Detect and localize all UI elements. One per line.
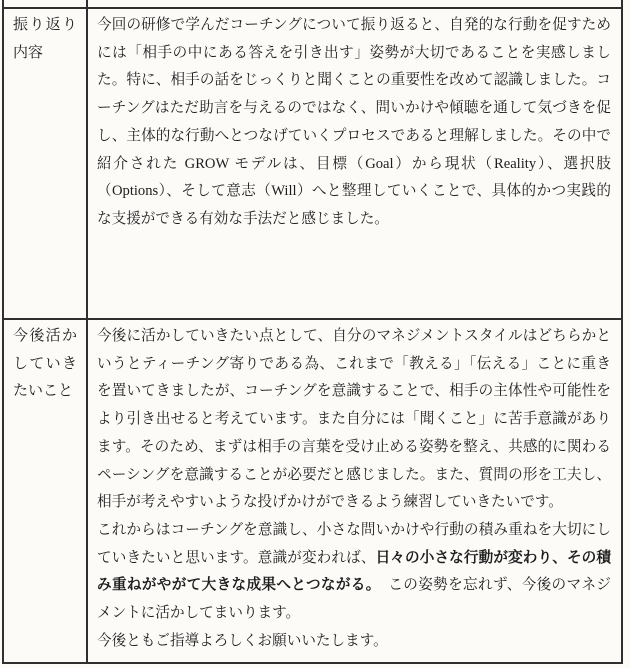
- paragraph: [97, 517, 611, 628]
- table-row: [4, 320, 621, 662]
- feedback-table: [2, 0, 623, 664]
- body-text: 今後に活かしていきたい点として、自分のマネジメントスタイルはどちらかというとティーチング寄りである為、これまで「教える」「伝える」ことに重きを置いてきましたが、コーチングを意識することで、相手の主体性や可能性をより引き出せると考えています。また自分には「聞くこと」に苦手意識があります。そのため、まずは相手の言葉を受け止める姿勢を整え、共感的に関わるペーシングを意識することが必要だと感じました。また、質問の形を工夫し、相手が考えやすいような投げかけができるよう練習していきたいです。: [97, 328, 611, 511]
- paragraph: [97, 12, 611, 234]
- paragraph: [97, 323, 611, 517]
- row-content-cell: [88, 320, 621, 662]
- body-text: この姿勢を忘れず、今後のマネジメントに活かしてまいります。: [97, 577, 611, 622]
- row-label-cell: [4, 320, 88, 662]
- body-text: 今後ともご指導よろしくお願いいたします。: [97, 632, 388, 649]
- row-label: 今後活かしていきたいこと: [13, 328, 77, 400]
- row-content-cell: [88, 9, 621, 318]
- table-body: [4, 9, 621, 662]
- body-text: これからはコーチングを意識し、小さな問いかけや行動の積み重ねを大切にしていきたいと思います。意識が変われば、: [97, 521, 611, 566]
- body-text: 今回の研修で学んだコーチングについて振り返ると、自発的な行動を促すためには「相手の中にある答えを引き出す」姿勢が大切であることを実感しました。特に、相手の話をじっくりと聞くことの重要性を改めて認識しました。コーチングはただ助言を与えるのではなく、問いかけや傾聴を通して気づきを促し、主体的な行動へとつなげていくプロセスであると理解しました。その中で紹介された GROW モデルは、目標（Goal）から現状（Reality）、選択肢（Options）、そして意志（Will）へと整理していくことで、具体的かつ実践的な支援ができる有効な手法だと感じました。: [97, 17, 611, 227]
- table-row: [4, 9, 621, 320]
- emphasized-text: 日々の小さな行動が変わり、その積み重ねがやがて大きな成果へとつながる。: [97, 549, 611, 594]
- row-label: 振り返り内容: [13, 17, 77, 61]
- cropped-row-above: [4, 0, 621, 9]
- paragraph: [97, 628, 611, 656]
- row-label-cell: [4, 9, 88, 318]
- cropped-label-cell: [4, 0, 88, 7]
- cropped-content-cell: [88, 0, 621, 7]
